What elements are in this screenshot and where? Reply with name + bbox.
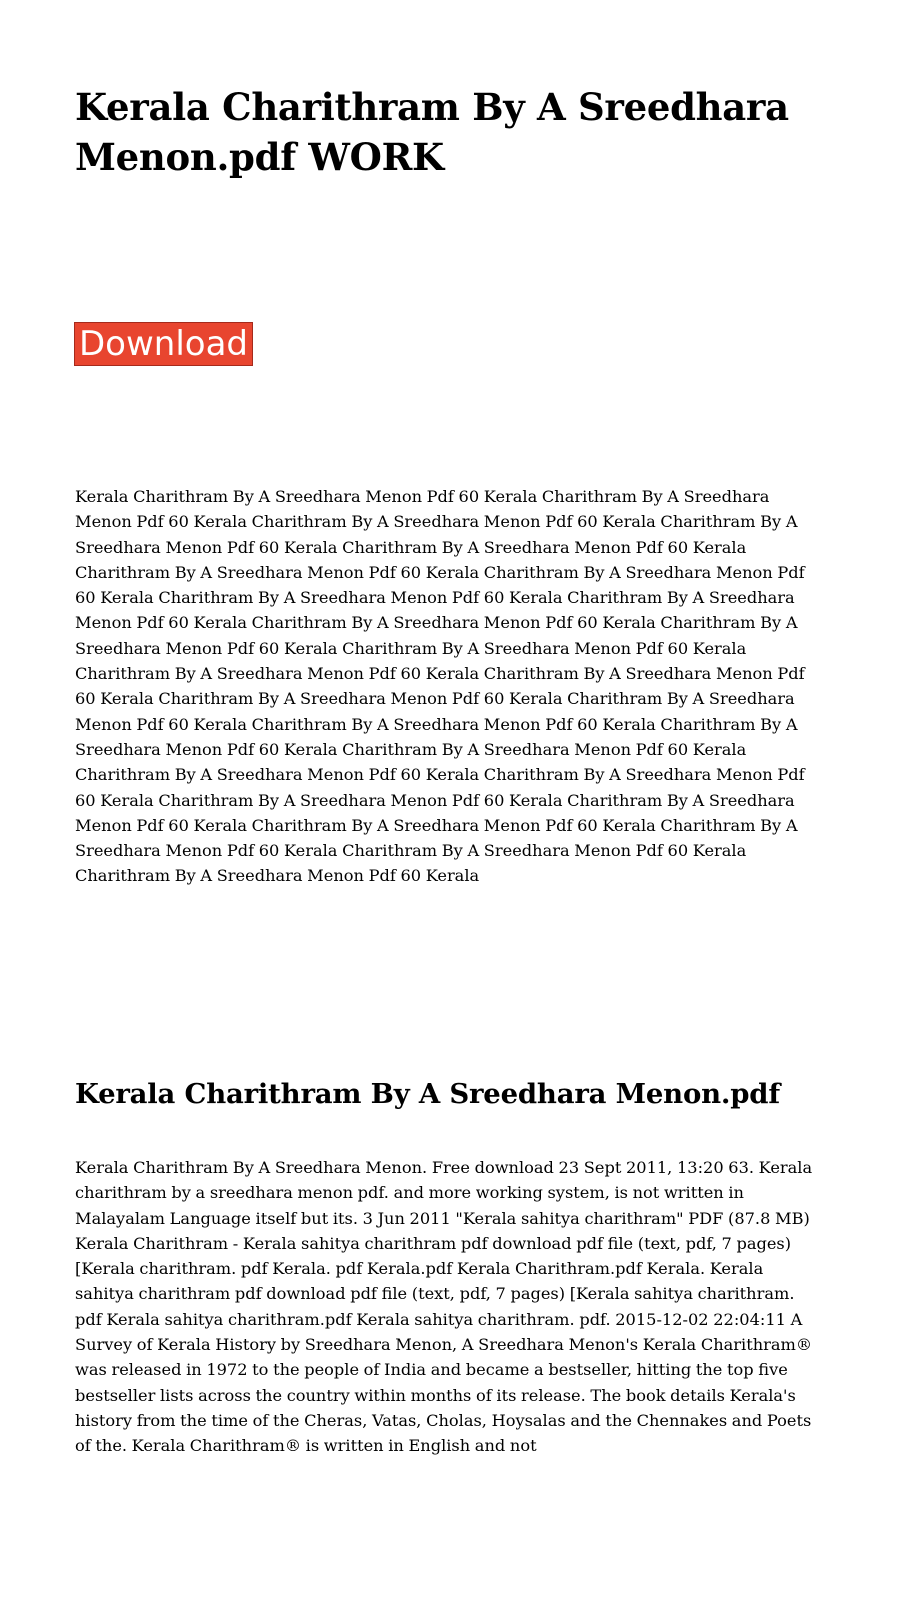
section-paragraph: Kerala Charithram By A Sreedhara Menon. Free download 23 Sept 2011, 13:20 63. Kerala charithram by a sreedhara menon pdf. and more working system, is not written in Malayalam Language itself but its. 3 Jun 2011 "Kerala sahitya charithram" PDF (87.8 MB) Kerala Charithram - Kerala sahitya charithram pdf download pdf file (text, pdf, 7 pages) [Kerala charithram. pdf Kerala. pdf Kerala.pdf Kerala Charithram.pdf Kerala. Kerala sahitya charithram pdf download pdf file (text, pdf, 7 pages) [Kerala sahitya charithram. pdf Kerala sahitya charithram.pdf Kerala sahitya charithram. pdf. 2015-12-02 22:04:11 A Survey of Kerala History by Sreedhara Menon, A Sreedhara Menon's Kerala Charithram® was released in 1972 to the people of India and became a bestseller, hitting the top five bestseller lists across the country within months of its release. The book details Kerala's history from the time of the Cheras, Vatas, Cholas, Hoysalas and the Chennakes and Poets of the. Kerala Charithram® is written in English and not — [75, 1158, 813, 1456]
section-heading: Kerala Charithram By A Sreedhara Menon.pdf — [75, 1078, 780, 1110]
download-button[interactable]: Download — [74, 322, 253, 366]
document-title: Kerala Charithram By A Sreedhara Menon.pdf WORK — [75, 85, 789, 179]
intro-paragraph: Kerala Charithram By A Sreedhara Menon Pdf 60 Kerala Charithram By A Sreedhara Menon Pdf 60 Kerala Charithram By A Sreedhara Menon Pdf 60 Kerala Charithram By A Sreedhara Menon Pdf 60 Kerala Charithram By A Sreedhara Menon Pdf 60 Kerala Charithram By A Sreedhara Menon Pdf 60 Kerala Charithram By A Sreedhara Menon Pdf 60 Kerala Charithram By A Sreedhara Menon Pdf 60 Kerala Charithram By A Sreedhara Menon Pdf 60 Kerala Charithram By A Sreedhara Menon Pdf 60 Kerala Charithram By A Sreedhara Menon Pdf 60 Kerala Charithram By A Sreedhara Menon Pdf 60 Kerala Charithram By A Sreedhara Menon Pdf 60 Kerala Charithram By A Sreedhara Menon Pdf 60 Kerala Charithram By A Sreedhara Menon Pdf 60 Kerala Charithram By A Sreedhara Menon Pdf 60 Kerala Charithram By A Sreedhara Menon Pdf 60 Kerala Charithram By A Sreedhara Menon Pdf 60 Kerala Charithram By A Sreedhara Menon Pdf 60 Kerala Charithram By A Sreedhara Menon Pdf 60 Kerala Charithram By A Sreedhara Menon Pdf 60 Kerala Charithram By A Sreedhara Menon Pdf 60 Kerala Charithram By A Sreedhara Menon Pdf 60 Kerala Charithram By A Sreedhara Menon Pdf 60 Kerala Charithram By A Sreedhara Menon Pdf 60 Kerala Charithram By A Sreedhara Menon Pdf 60 Kerala Charithram By A Sreedhara Menon Pdf 60 Kerala — [75, 487, 805, 886]
